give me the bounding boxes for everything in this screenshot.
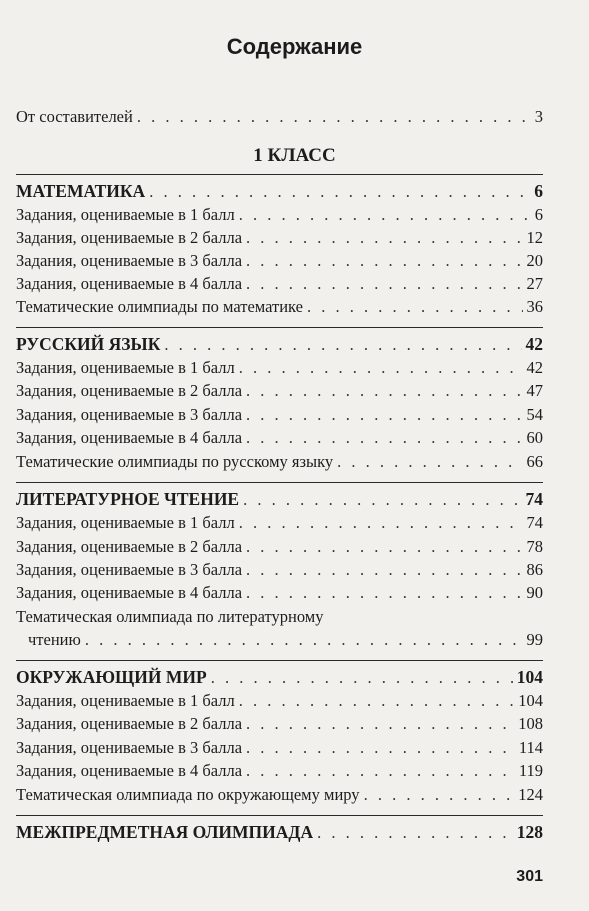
dot-leader — [211, 667, 513, 689]
toc-entry — [16, 760, 543, 782]
dot-leader — [307, 296, 523, 318]
section-label: МАТЕМАТИКА — [16, 181, 146, 201]
dot-leader — [246, 404, 522, 426]
dot-leader — [239, 690, 515, 712]
entry-page: 42 — [526, 358, 543, 377]
toc-section — [16, 666, 543, 688]
entry-page: 104 — [518, 691, 543, 710]
entry-label-continuation: чтению — [28, 630, 81, 649]
entry-page: 54 — [526, 405, 543, 424]
section-label: РУССКИЙ ЯЗЫК — [16, 334, 161, 354]
entry-label: Тематические олимпиады по русскому языку — [16, 452, 334, 471]
toc-entry — [16, 296, 543, 318]
section-rule — [16, 482, 543, 483]
entry-page: 20 — [526, 251, 543, 270]
dot-leader — [239, 204, 531, 226]
toc-entry — [16, 451, 543, 473]
toc-entry — [16, 250, 543, 272]
entry-page: 66 — [526, 452, 543, 471]
entry-page: 47 — [526, 381, 543, 400]
entry-label: Тематическая олимпиада по литературному — [16, 607, 324, 626]
entry-page: 74 — [526, 513, 543, 532]
grade-heading: 1 КЛАСС — [253, 145, 336, 166]
page-number: 301 — [516, 868, 543, 885]
section-label: ОКРУЖАЮЩИЙ МИР — [16, 667, 207, 687]
dot-leader — [246, 713, 514, 735]
dot-leader — [317, 822, 513, 844]
entry-page: 60 — [526, 428, 543, 447]
section-page: 6 — [534, 181, 543, 201]
toc-section — [16, 821, 543, 843]
entry-label: Задания, оцениваемые в 4 балла — [16, 274, 243, 293]
toc-entry — [16, 582, 543, 604]
toc-entry — [16, 690, 543, 712]
entry-label: Задания, оцениваемые в 3 балла — [16, 405, 243, 424]
section-rule — [16, 327, 543, 328]
entry-page: 114 — [518, 738, 543, 757]
toc-entry — [16, 380, 543, 402]
dot-leader — [85, 629, 523, 651]
entry-page: 86 — [526, 560, 543, 579]
toc-section — [16, 488, 543, 510]
page-title: Содержание — [226, 34, 363, 59]
dot-leader — [246, 380, 522, 402]
dot-leader — [246, 273, 522, 295]
entry-label: Задания, оцениваемые в 3 балла — [16, 251, 243, 270]
entry-label: Задания, оцениваемые в 2 балла — [16, 381, 243, 400]
toc-entry — [16, 559, 543, 581]
section-rule — [16, 660, 543, 661]
dot-leader — [137, 106, 531, 128]
toc-entry-intro — [16, 106, 543, 128]
dot-leader — [246, 427, 522, 449]
section-label: МЕЖПРЕДМЕТНАЯ ОЛИМПИАДА — [16, 822, 314, 842]
toc-entry — [16, 204, 543, 226]
entry-label: Задания, оцениваемые в 3 балла — [16, 560, 243, 579]
dot-leader — [246, 227, 522, 249]
entry-label: Тематическая олимпиада по окружающему миру — [16, 785, 360, 804]
section-page: 42 — [525, 334, 543, 354]
toc-section — [16, 333, 543, 355]
entry-label: Задания, оцениваемые в 3 балла — [16, 738, 243, 757]
dot-leader — [246, 250, 522, 272]
entry-label: Задания, оцениваемые в 2 балла — [16, 714, 243, 733]
entry-page: 12 — [526, 228, 543, 247]
entry-label: Задания, оцениваемые в 2 балла — [16, 537, 243, 556]
section-page: 128 — [516, 822, 543, 842]
dot-leader — [243, 489, 521, 511]
entry-label: Задания, оцениваемые в 4 балла — [16, 761, 243, 780]
entry-label: Задания, оцениваемые в 1 балл — [16, 205, 235, 224]
section-rule — [16, 174, 543, 175]
dot-leader — [239, 357, 523, 379]
toc-section — [16, 180, 543, 202]
dot-leader — [149, 181, 530, 203]
entry-label: Тематические олимпиады по математике — [16, 297, 303, 316]
toc-entry — [16, 427, 543, 449]
dot-leader — [337, 451, 522, 473]
entry-page: 3 — [534, 107, 543, 126]
toc-entry — [16, 713, 543, 735]
entry-page: 78 — [526, 537, 543, 556]
section-rule — [16, 815, 543, 816]
section-page: 74 — [525, 489, 543, 509]
toc-entry — [16, 629, 543, 651]
dot-leader — [364, 784, 515, 806]
entry-page: 119 — [518, 761, 543, 780]
entry-page: 6 — [534, 205, 543, 224]
section-page: 104 — [516, 667, 543, 687]
entry-label: От составителей — [16, 107, 133, 126]
entry-page: 99 — [526, 630, 543, 649]
toc-entry — [16, 737, 543, 759]
entry-label: Задания, оцениваемые в 1 балл — [16, 513, 235, 532]
toc-entry — [16, 273, 543, 295]
toc-entry — [16, 512, 543, 534]
toc-entry — [16, 536, 543, 558]
entry-label: Задания, оцениваемые в 1 балл — [16, 358, 235, 377]
entry-page: 108 — [518, 714, 543, 733]
entry-label: Задания, оцениваемые в 2 балла — [16, 228, 243, 247]
dot-leader — [246, 737, 515, 759]
entry-label: Задания, оцениваемые в 4 балла — [16, 583, 243, 602]
dot-leader — [246, 559, 522, 581]
dot-leader — [239, 512, 523, 534]
section-label: ЛИТЕРАТУРНОЕ ЧТЕНИЕ — [16, 489, 240, 509]
entry-page: 36 — [526, 297, 543, 316]
toc-entry — [16, 227, 543, 249]
dot-leader — [246, 536, 522, 558]
dot-leader — [246, 760, 515, 782]
entry-label: Задания, оцениваемые в 1 балл — [16, 691, 235, 710]
entry-page: 27 — [526, 274, 543, 293]
entry-page: 124 — [518, 785, 543, 804]
entry-label: Задания, оцениваемые в 4 балла — [16, 428, 243, 447]
toc-entry — [16, 784, 543, 806]
toc-entry — [16, 357, 543, 379]
entry-page: 90 — [526, 583, 543, 602]
toc-entry — [16, 404, 543, 426]
dot-leader — [164, 334, 521, 356]
dot-leader — [246, 582, 522, 604]
